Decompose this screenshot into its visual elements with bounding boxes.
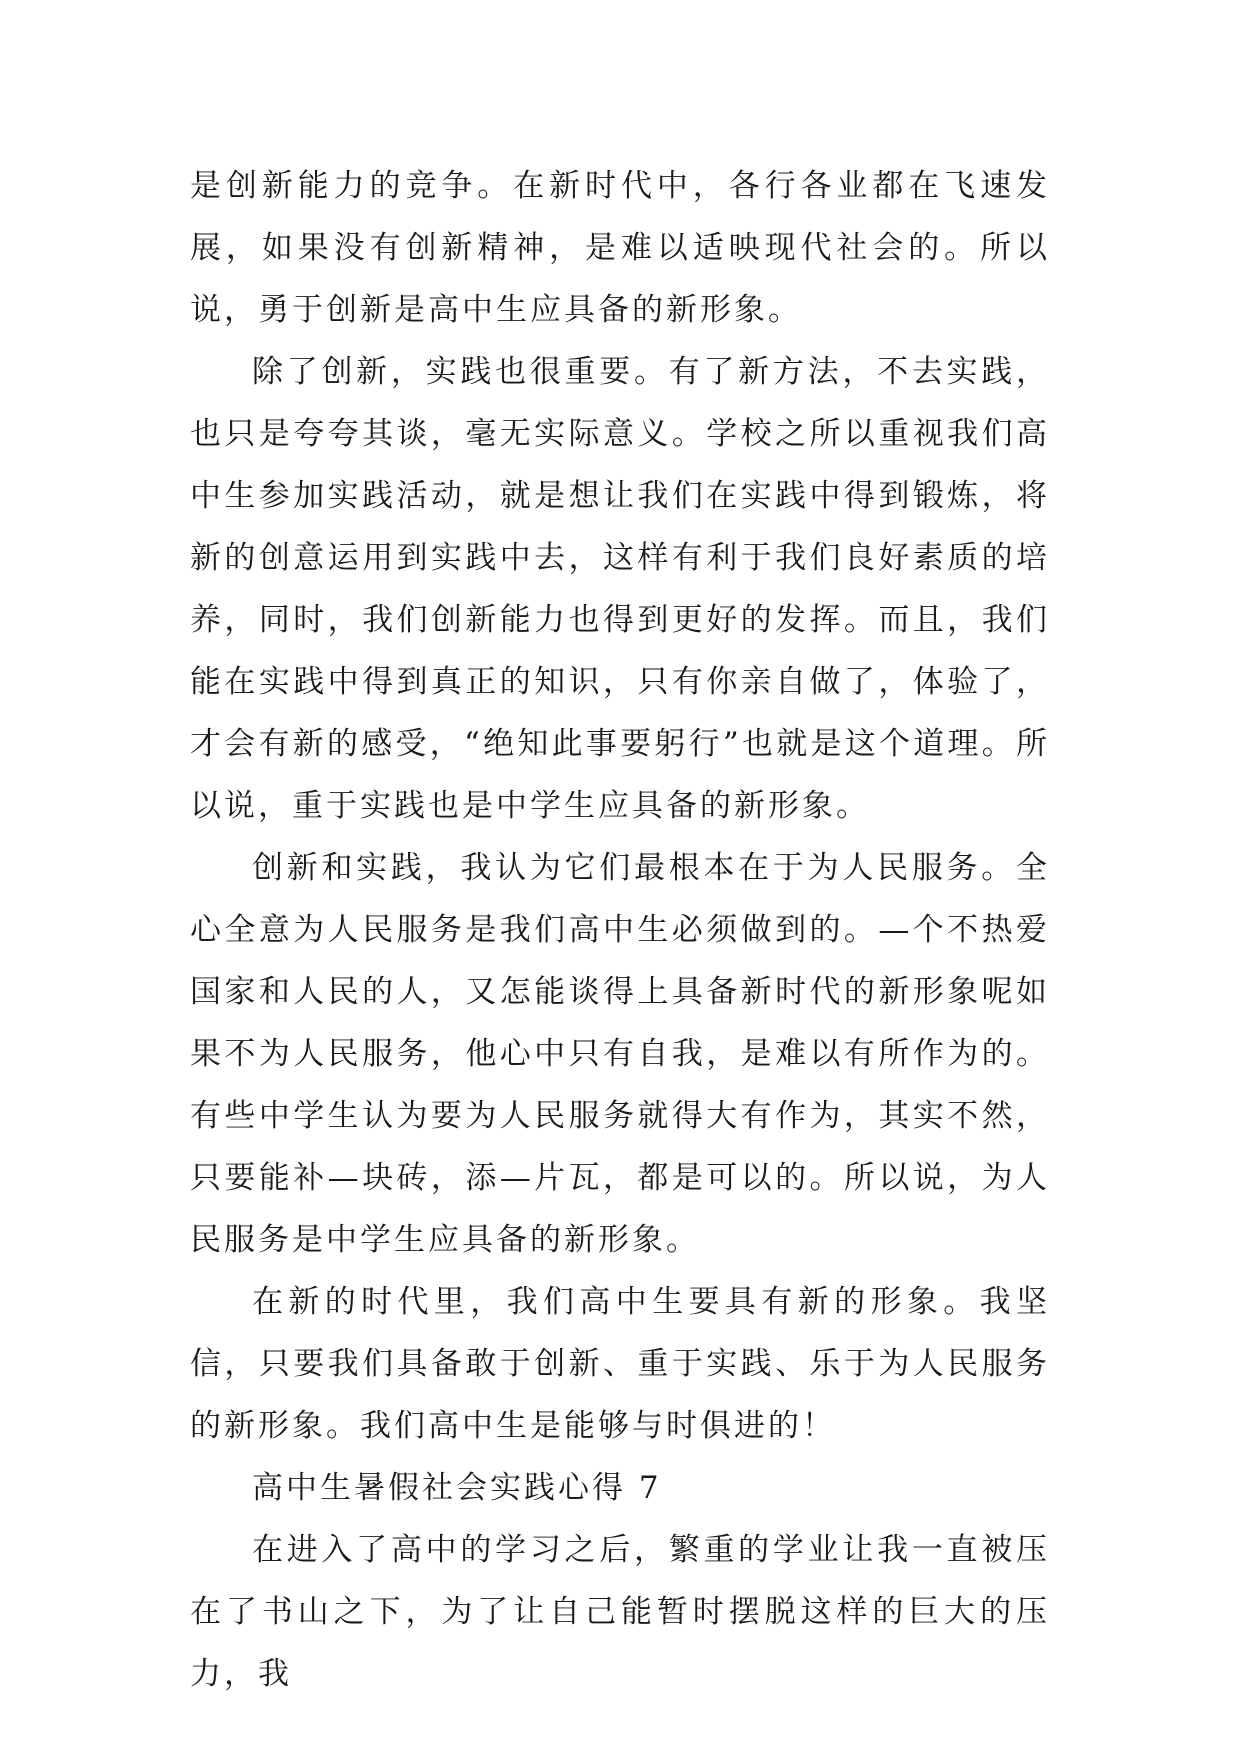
paragraph-4: 在新的时代里，我们高中生要具有新的形象。我坚信，只要我们具备敢于创新、重于实践、乐于为人民服务的新形象。我们高中生是能够与时俱进的！ xyxy=(190,1284,1050,1444)
document-body xyxy=(190,155,1050,1705)
paragraph-1: 是创新能力的竞争。在新时代中，各行各业都在飞速发展，如果没有创新精神，是难以适映现代社会的。所以说，勇于创新是高中生应具备的新形象。 xyxy=(190,168,1050,328)
section-heading: 高中生暑假社会实践心得 7 xyxy=(252,1470,662,1506)
paragraph-2: 除了创新，实践也很重要。有了新方法，不去实践，也只是夸夸其谈，毫无实际意义。学校之所以重视我们高中生参加实践活动，就是想让我们在实践中得到锻炼，将新的创意运用到实践中去，这样有利于我们良好素质的培养，同时，我们创新能力也得到更好的发挥。而且，我们能在实践中得到真正的知识，只有你亲自做了，体验了，才会有新的感受，“绝知此事要躬行”也就是这个道理。所以说，重于实践也是中学生应具备的新形象。 xyxy=(190,354,1050,824)
paragraph-3: 创新和实践，我认为它们最根本在于为人民服务。全心全意为人民服务是我们高中生必须做到的。—个不热爱国家和人民的人，又怎能谈得上具备新时代的新形象呢如果不为人民服务，他心中只有自我，是难以有所作为的。有些中学生认为要为人民服务就得大有作为，其实不然，只要能补—块砖，添—片瓦，都是可以的。所以说，为人民服务是中学生应具备的新形象。 xyxy=(190,850,1050,1258)
paragraph-5: 在进入了高中的学习之后，繁重的学业让我一直被压在了书山之下，为了让自己能暂时摆脱这样的巨大的压力，我 xyxy=(190,1532,1050,1692)
